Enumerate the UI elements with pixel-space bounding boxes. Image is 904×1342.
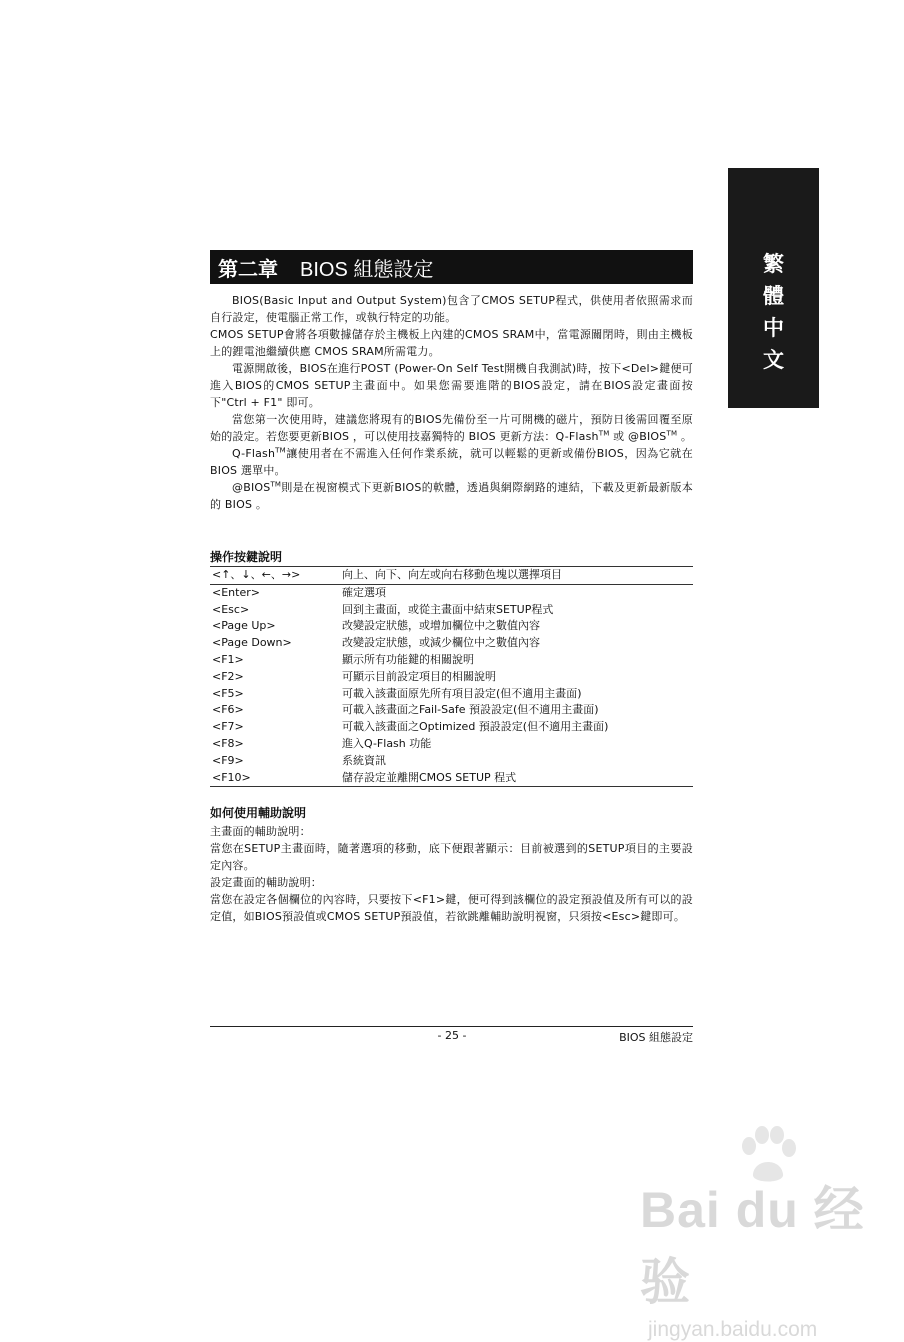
help-main-text: 當您在SETUP主畫面時，隨著選項的移動，底下便跟著顯示：目前被選到的SETUP項目的主要設定內容。	[210, 842, 693, 872]
table-row	[210, 753, 693, 770]
help-setting-text: 當您在設定各個欄位的內容時，只要按下<F1>鍵，便可得到該欄位的設定預設值及所有可以的設定值，如BIOS預設值或CMOS SETUP預設值，若欲跳離輔助說明視窗，只須按<Esc>鍵即可。	[210, 893, 693, 923]
help-setting-label: 設定畫面的輔助說明：	[210, 876, 322, 889]
intro-paragraph	[210, 411, 693, 445]
key-cell: <F8>	[212, 736, 244, 750]
key-cell: <Enter>	[212, 585, 260, 599]
keys-section-title: 操作按鍵說明	[210, 550, 283, 564]
footer-section-title: BIOS 組態設定	[619, 1031, 693, 1044]
page-number-text: - 25 -	[437, 1029, 467, 1042]
desc-cell: 可載入該畫面之Fail-Safe 預設設定(但不適用主畫面)	[342, 703, 599, 717]
table-row	[210, 618, 693, 635]
key-cell: <F9>	[212, 753, 244, 767]
desc-cell: 可載入該畫面之Optimized 預設設定(但不適用主畫面)	[342, 720, 609, 734]
intro-section	[210, 292, 693, 513]
intro-paragraph: CMOS SETUP會將各項數據儲存於主機板上內建的CMOS SRAM中，當電源關閉時，則由主機板上的鋰電池繼續供應 CMOS SRAM所需電力。	[210, 328, 693, 358]
table-row	[210, 770, 693, 787]
key-cell: <F6>	[212, 703, 244, 717]
desc-cell: 可載入該畫面原先所有項目設定(但不適用主畫面)	[342, 686, 582, 700]
intro-text: Q-Flash	[232, 447, 276, 460]
desc-cell: 向上、向下、向左或向右移動色塊以選擇項目	[340, 567, 693, 585]
key-cell: <Page Down>	[212, 636, 292, 650]
side-tab-char: 繁	[763, 251, 784, 276]
table-row	[210, 719, 693, 736]
intro-paragraph	[210, 445, 693, 479]
table-row	[210, 635, 693, 652]
paw-icon	[735, 1126, 799, 1186]
help-main-label: 主畫面的輔助說明：	[210, 825, 311, 838]
table-row	[210, 602, 693, 619]
key-cell: <↑、↓、←、→>	[210, 567, 340, 585]
trademark: TM	[666, 429, 678, 438]
table-row	[210, 686, 693, 703]
trademark: TM	[270, 480, 282, 489]
table-row	[210, 584, 693, 601]
side-tab-char: 體	[763, 283, 784, 308]
key-cell: <F2>	[212, 669, 244, 683]
intro-paragraph: 電源開啟後，BIOS在進行POST (Power-On Self Test開機自我測試)時，按下<Del>鍵便可進入BIOS的CMOS SETUP主畫面中。如果您需要進階的BIOS設定，請在BIOS設定畫面按下"Ctrl + F1" 即可。	[210, 362, 693, 409]
desc-cell: 進入Q-Flash 功能	[342, 736, 432, 750]
desc-cell: 改變設定狀態，或增加欄位中之數值內容	[342, 619, 540, 633]
chapter-title: BIOS 組態設定	[300, 258, 434, 281]
keys-table	[210, 566, 693, 787]
desc-cell: 改變設定狀態，或減少欄位中之數值內容	[342, 636, 540, 650]
desc-cell: 可顯示目前設定項目的相關說明	[342, 669, 496, 683]
desc-cell: 確定選項	[342, 585, 386, 599]
language-side-tab	[728, 168, 819, 408]
key-cell: <F10>	[210, 770, 340, 787]
key-cell: <Esc>	[212, 602, 250, 616]
footer-divider	[210, 1026, 693, 1027]
table-row	[210, 652, 693, 669]
page-number	[0, 1029, 904, 1042]
baidu-watermark	[640, 1140, 870, 1341]
intro-paragraph: BIOS(Basic Input and Output System)包含了CMOS SETUP程式，供使用者依照需求而自行設定，使電腦正常工作，或執行特定的功能。	[210, 294, 693, 324]
key-cell: <Page Up>	[212, 619, 276, 633]
trademark: TM	[598, 429, 610, 438]
table-row	[210, 702, 693, 719]
table-row	[210, 567, 693, 585]
desc-cell: 系統資訊	[342, 753, 386, 767]
intro-text: @BIOS	[232, 481, 271, 494]
intro-text: 讓使用者在不需進入任何作業系統，就可以輕鬆的更新或備份BIOS，因為它就在 BIOS 選單中。	[210, 447, 693, 477]
side-tab-char: 中	[763, 315, 784, 340]
intro-text: 當您第一次使用時，建議您將現有的BIOS先備份至一片可開機的磁片，預防日後需回覆至原始的設定。若您要更新BIOS ，可以使用技嘉獨特的 BIOS 更新方法：Q-Flash	[210, 413, 693, 443]
desc-cell: 回到主畫面，或從主畫面中結束SETUP程式	[342, 602, 554, 616]
table-row	[210, 736, 693, 753]
key-cell: <F1>	[212, 652, 244, 666]
key-cell: <F7>	[212, 720, 244, 734]
key-cell: <F5>	[212, 686, 244, 700]
chapter-heading	[210, 250, 693, 284]
table-row	[210, 669, 693, 686]
help-section	[210, 823, 693, 925]
help-section-title: 如何使用輔助說明	[210, 806, 307, 820]
watermark-sub: jingyan.baidu.com	[648, 1318, 818, 1341]
intro-text: 則是在視窗模式下更新BIOS的軟體，透過與網際網路的連結，下載及更新最新版本的 BIOS 。	[210, 481, 693, 511]
intro-text: 。	[680, 430, 693, 443]
desc-cell: 顯示所有功能鍵的相關說明	[342, 652, 474, 666]
intro-text: 或 @BIOS	[613, 430, 667, 443]
watermark-main: Bai du 经验	[640, 1182, 865, 1310]
desc-cell: 儲存設定並離開CMOS SETUP 程式	[340, 770, 693, 787]
side-tab-char: 文	[763, 347, 784, 372]
trademark: TM	[275, 446, 286, 455]
intro-paragraph	[210, 479, 693, 513]
chapter-number: 第二章	[218, 256, 278, 281]
